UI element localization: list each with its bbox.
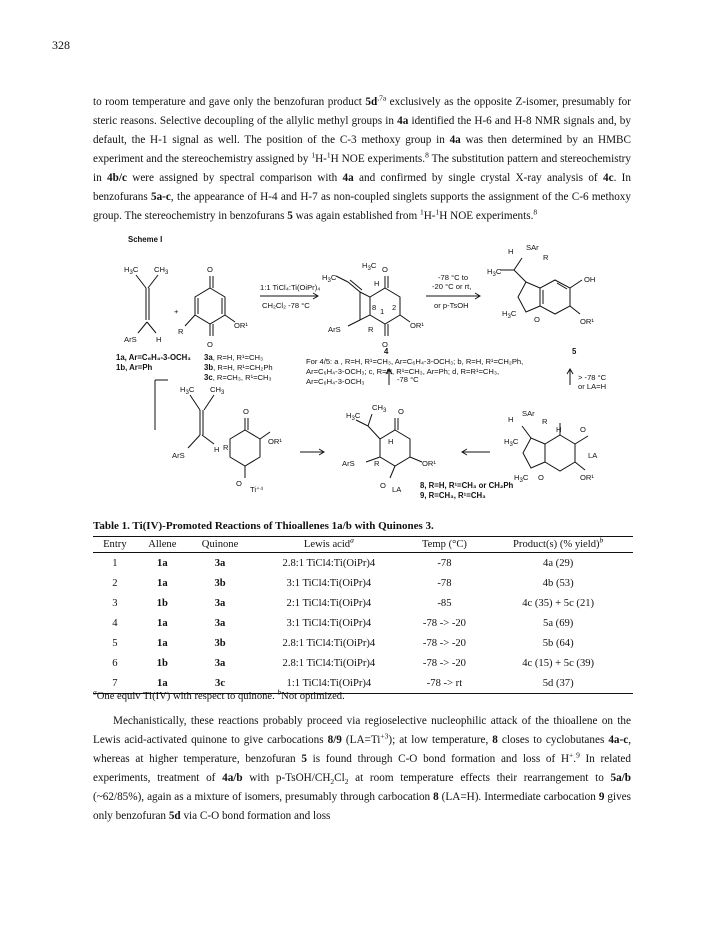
- page-number: 328: [52, 38, 70, 52]
- reaction-scheme: [110, 230, 630, 520]
- svg-text:H3C: $H_3C$: [514, 473, 529, 484]
- table-row: [93, 613, 633, 633]
- table-cell: 1:1 TiCl4:Ti(OiPr)4: [252, 673, 405, 694]
- svg-text:H3C: $H_3C$: [504, 437, 519, 448]
- table-cell: 4c (35) + 5c (21): [522, 597, 595, 609]
- header-entry: Entry: [93, 537, 137, 553]
- svg-text:+: +: [174, 307, 179, 316]
- svg-text:O: O: [534, 315, 540, 324]
- svg-text:H: H: [374, 279, 380, 288]
- table-cell: 2.8:1 TiCl4:Ti(OiPr)4: [282, 657, 376, 669]
- svg-text:R: R: [368, 325, 374, 334]
- svg-text:H: H: [388, 437, 394, 446]
- svg-text:ArS: ArS: [172, 451, 185, 460]
- svg-text:1a, Ar=C₆H₄-3-OCH₃: 1a, Ar=C₆H₄-3-OCH₃: [116, 353, 191, 362]
- header-allene: Allene: [137, 537, 188, 553]
- svg-text:Ar=C₆H₄-3-OCH₃; c, R=H, R¹=CH₃: Ar=C₆H₄-3-OCH₃; c, R=H, R¹=CH₃, Ar=Ph; d, R=R¹=CH₃,: [306, 367, 500, 376]
- header-temp: Temp (°C): [406, 537, 484, 553]
- table-cell: 4b (53): [542, 577, 574, 589]
- table-cell: -78 -> rt: [406, 673, 484, 694]
- svg-text:O: O: [243, 407, 249, 416]
- svg-text:O: O: [236, 479, 242, 488]
- svg-text:-78 °C to: -78 °C to: [438, 273, 469, 282]
- table-cell: 1b: [156, 657, 168, 669]
- table-cell: 7: [93, 673, 137, 694]
- table-cell: 5a (69): [543, 617, 574, 629]
- table-cell: 3a: [214, 617, 226, 629]
- svg-text:CH3: $CH_3$: [210, 385, 225, 396]
- svg-text:For 4/5: a , R=H, R¹=CH₃, Ar=C: For 4/5: a , R=H, R¹=CH₃, Ar=C₆H₄-3-OCH₃; b, R=H, R¹=CH₂Ph,: [306, 357, 524, 366]
- svg-text:-78 °C: -78 °C: [397, 375, 419, 384]
- svg-text:or p-TsOH: or p-TsOH: [434, 301, 469, 310]
- svg-text:O: O: [382, 340, 388, 349]
- svg-text:LA: LA: [588, 451, 598, 460]
- svg-text:H3C: $H_3C$: [180, 385, 195, 396]
- svg-text:ArS: ArS: [124, 335, 137, 344]
- svg-text:SAr: SAr: [526, 243, 539, 252]
- svg-text:H3C: $H_3C$: [502, 309, 517, 320]
- table-cell: 4c (15) + 5c (39): [522, 657, 595, 669]
- table-cell: 1: [112, 557, 118, 569]
- svg-text:CH₂Cl₂ -78 °C: CH₂Cl₂ -78 °C: [262, 301, 310, 310]
- svg-text:OR¹: OR¹: [580, 317, 594, 326]
- svg-text:> -78 °C: > -78 °C: [578, 373, 607, 382]
- table-cell: 5b (64): [542, 637, 574, 649]
- svg-text:H3C: $H_3C$: [322, 273, 337, 284]
- table-cell: 2.8:1 TiCl4:Ti(OiPr)4: [282, 557, 376, 569]
- table-cell: -78: [437, 577, 452, 589]
- svg-text:CH3: $CH_3$: [372, 403, 387, 414]
- svg-text:4: 4: [384, 347, 389, 356]
- table-cell: -78: [437, 557, 452, 569]
- table-cell: 3:1 TiCl4:Ti(OiPr)4: [286, 577, 372, 589]
- svg-text:3c, R=CH₃, R¹=CH₃: 3c, R=CH₃, R¹=CH₃: [204, 373, 272, 382]
- svg-text:O: O: [207, 340, 213, 349]
- table-cell: 3a: [214, 597, 226, 609]
- svg-text:R: R: [374, 459, 380, 468]
- table-cell: 1a: [157, 637, 168, 649]
- svg-text:OH: OH: [584, 275, 596, 284]
- table-cell: 1a: [157, 577, 168, 589]
- svg-text:OR¹: OR¹: [268, 437, 282, 446]
- svg-text:O: O: [580, 425, 586, 434]
- table-cell: -78 -> -20: [422, 657, 466, 669]
- scheme-drawing: [110, 230, 630, 520]
- svg-text:CH3: $CH_3$: [154, 265, 169, 276]
- svg-text:-20 °C or rt,: -20 °C or rt,: [432, 282, 472, 291]
- svg-text:8: 8: [372, 303, 377, 312]
- svg-text:H: H: [508, 415, 514, 424]
- table-cell: 3a: [214, 657, 226, 669]
- table-cell: 1a: [157, 557, 168, 569]
- table-row: [93, 553, 633, 574]
- svg-text:R: R: [223, 443, 229, 452]
- table-cell: 3b: [214, 577, 226, 589]
- svg-text:R: R: [543, 253, 549, 262]
- svg-text:3a, R=H, R¹=CH₃: 3a, R=H, R¹=CH₃: [204, 353, 264, 362]
- table-cell: 1b: [156, 597, 168, 609]
- table-cell: 1a: [157, 617, 168, 629]
- table-cell: 5d (37): [483, 673, 633, 694]
- results-table: [93, 536, 633, 694]
- svg-text:OR¹: OR¹: [234, 321, 248, 330]
- svg-text:OR¹: OR¹: [410, 321, 424, 330]
- svg-text:O: O: [207, 265, 213, 274]
- paragraph-2: Mechanistically, these reactions probably proceed via regioselective nucleophilic attack of the thioallene on the Lewis acid-activated quinone to give carbocations 8/9 $(LA=Ti^{+3})$; at low temperature, 8 closes to cyclobutanes 4a-c, whereas at higher temperature, benzofuran 5 is found through C-O bond formation and loss of H+.$^9$ In related experiments, treatment of 4a/b with $p-TsOH/CH_2Cl_2$ at room temperature effects their rearrangement to 5a/b (~62/85%), again as a mixture of isomers, presumably through carbocation 8 (LA=H). Intermediate carbocation 9 gives only benzofuran 5d via C-O bond formation and loss: [93, 715, 631, 822]
- svg-text:O: O: [538, 473, 544, 482]
- svg-text:OR¹: OR¹: [422, 459, 436, 468]
- table-cell: 2:1 TiCl4:Ti(OiPr)4: [286, 597, 372, 609]
- header-lewis-acid: Lewis acid$^a$: [252, 537, 405, 553]
- table-cell: 4: [112, 617, 118, 629]
- svg-text:or LA=H: or LA=H: [578, 382, 607, 391]
- svg-text:R: R: [542, 417, 548, 426]
- table-header-row: [93, 537, 633, 553]
- table-cell: -78 -> -20: [422, 637, 466, 649]
- table-row: [93, 633, 633, 653]
- svg-text:Ti⁺⁴: Ti⁺⁴: [250, 485, 264, 494]
- svg-text:SAr: SAr: [522, 409, 535, 418]
- table-footnote: $^a$One equiv Ti(IV) with respect to quinone. $^b$Not optimized.: [93, 687, 345, 702]
- svg-text:H: H: [508, 247, 514, 256]
- svg-text:LA: LA: [392, 485, 402, 494]
- svg-text:H: H: [556, 425, 562, 434]
- scheme-title: Scheme I: [128, 235, 163, 244]
- table-caption: Table 1. Ti(IV)-Promoted Reactions of Thioallenes 1a/b with Quinones 3.: [93, 520, 434, 532]
- table-cell: 4a (29): [543, 557, 574, 569]
- svg-text:ArS: ArS: [342, 459, 355, 468]
- table-row: [93, 573, 633, 593]
- svg-text:H3C: $H_3C$: [362, 261, 377, 272]
- header-products: Product(s) (% yield)$^b$: [483, 537, 633, 553]
- svg-text:5: 5: [572, 347, 577, 356]
- svg-text:OR¹: OR¹: [580, 473, 594, 482]
- svg-text:9, R=CH₃, R¹=CH₃: 9, R=CH₃, R¹=CH₃: [420, 491, 486, 500]
- table-row: [93, 653, 633, 673]
- table-cell: -78 -> -20: [422, 617, 466, 629]
- svg-text:H: H: [156, 335, 162, 344]
- table-cell: 2.8:1 TiCl4:Ti(OiPr)4: [282, 637, 376, 649]
- table-cell: 3c: [188, 673, 252, 694]
- svg-text:R: R: [178, 327, 184, 336]
- svg-text:3b, R=H, R¹=CH₂Ph: 3b, R=H, R¹=CH₂Ph: [204, 363, 273, 372]
- svg-text:1:1 TiCl₄:Ti(OiPr)₄: 1:1 TiCl₄:Ti(OiPr)₄: [260, 283, 321, 292]
- paragraph-1: to room temperature and gave only the benzofuran product $5d^{,7a}$ exclusively as the opposite Z-isomer, presumably for steric reasons. Selective decoupling of the allylic methyl groups in 4a identified the H-6 and H-8 NMR signals and, by default, the H-1 signal as well. The position of the C-3 methoxy group in 4a was then determined by an HMBC experiment and the stereochemistry assigned by $^1$H-$^1$H NOE experiments.$^8$ The substitution pattern and stereochemistry in 4b/c were assigned by spectral comparison with 4a and confirmed by single crystal X-ray analysis of 4c. In benzofurans 5a-c, the appearance of H-4 and H-7 as non-coupled singlets supports the assignment of the C-6 methoxy group. The stereochemistry in benzofurans 5 was again established from $^1$H-$^1$H NOE experiments.$^8$: [93, 93, 632, 222]
- svg-text:2: 2: [392, 303, 397, 312]
- table-row: [93, 593, 633, 613]
- svg-text:H3C: $H_3C$: [124, 265, 139, 276]
- table-cell: 6: [112, 657, 118, 669]
- table-cell: 3b: [214, 637, 226, 649]
- table-cell: 3: [112, 597, 118, 609]
- svg-text:O: O: [380, 481, 386, 490]
- svg-text:H3C: $H_3C$: [487, 267, 502, 278]
- table-cell: 5: [112, 637, 118, 649]
- table-cell: 3a: [214, 557, 226, 569]
- table-cell: 3:1 TiCl4:Ti(OiPr)4: [286, 617, 372, 629]
- header-quinone: Quinone: [188, 537, 252, 553]
- svg-text:O: O: [382, 265, 388, 274]
- svg-text:1: 1: [380, 307, 385, 316]
- svg-text:H: H: [214, 445, 220, 454]
- svg-text:1b, Ar=Ph: 1b, Ar=Ph: [116, 363, 153, 372]
- svg-text:ArS: ArS: [328, 325, 341, 334]
- svg-text:H3C: $H_3C$: [346, 411, 361, 422]
- table-cell: 2: [112, 577, 118, 589]
- svg-text:8, R=H, R¹=CH₃ or CH₂Ph: 8, R=H, R¹=CH₃ or CH₂Ph: [420, 481, 514, 490]
- svg-text:Ar=C₆H₄-3-OCH₃: Ar=C₆H₄-3-OCH₃: [306, 377, 365, 386]
- svg-text:O: O: [398, 407, 404, 416]
- table-cell: 1a: [137, 673, 188, 694]
- table-cell: -85: [437, 597, 452, 609]
